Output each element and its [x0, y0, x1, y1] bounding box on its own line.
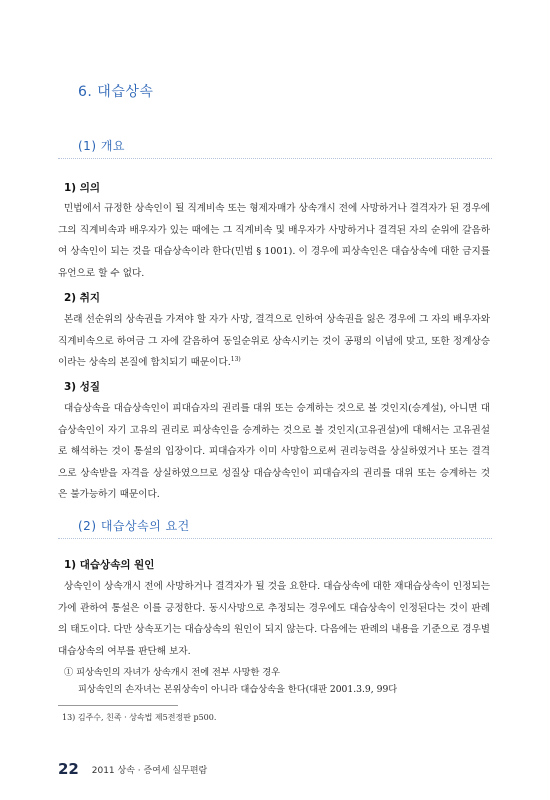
- footnote-divider: [58, 705, 178, 706]
- item-heading-purpose: 2) 취지: [64, 292, 101, 304]
- book-title: 2011 상속 · 증여세 실무편람: [91, 766, 208, 776]
- footnote: 13) 김주수, 친족 · 상속법 제5전정판 p500.: [62, 713, 217, 722]
- paragraph-purpose-text: 본래 선순위의 상속권을 가져야 할 자가 사망, 결격으로 인하여 상속권을 잃은 경우에 그 자의 배우자와 직계비속으로 하여금 그 자에 갈음하여 동일순위로 상속시키는 것이 공평의 이념에 맞고, 또한 정계상승이라는 상속의 본질에 합치되기 때문이다.: [58, 314, 490, 368]
- paragraph-purpose: [58, 309, 490, 374]
- paragraph-nature-text: 대습상속을 대습상속인이 피대습자의 권리를 대위 또는 승계하는 것으로 볼 것인지(승계설), 아니면 대습상속인이 자기 고유의 권리로 피상속인을 승계하는 것으로 볼 것인지(고유권설)에 대해서는 고유권설로 해석하는 것이 통설의 입장이다. 피대습자가 이미 사망함으로써 권리능력을 상실하였거나 또는 결격으로 상속받을 자격을 상실하였으므로 성질상 대습상속인이 피대습자의 권리를 대위 또는 승계하는 것은 불가능하기 때문이다.: [58, 403, 490, 500]
- page-footer: [58, 760, 207, 778]
- item-heading-meaning: 1) 의의: [64, 182, 101, 194]
- section-title: 6. 대습상속: [78, 84, 154, 100]
- case-note-body: 피상속인의 손자녀는 본위상속이 아니라 대습상속을 한다(대판 2001.3.9, 99다: [78, 684, 398, 695]
- paragraph-cause: [58, 576, 490, 662]
- item-heading-nature: 3) 성질: [64, 381, 101, 393]
- paragraph-cause-text: 상속인이 상속개시 전에 사망하거나 결격자가 될 것을 요한다. 대습상속에 대한 재대습상속이 인정되는가에 관하여 통설은 이를 긍정한다. 동시사망으로 추정되는 경우에도 대습상속이 인정된다는 것이 판례의 태도이다. 다만 상속포기는 대습상속의 원인이 되지 않는다. 다음에는 판례의 내용을 기준으로 경우별 대습상속의 여부를 판단해 보자.: [58, 581, 490, 657]
- subsection-divider: [58, 158, 492, 159]
- subsection-title-overview: (1) 개요: [78, 139, 125, 153]
- subsection-title-requirements: (2) 대습상속의 요건: [78, 519, 190, 533]
- paragraph-meaning-text: 민법에서 규정한 상속인이 될 직계비속 또는 형제자매가 상속개시 전에 사망하거나 결격자가 된 경우에 그의 직계비속과 배우자가 있는 때에는 그 직계비속 및 배우자가 사망하거나 결격된 자의 순위에 갈음하여 상속인이 되는 것을 대습상속이라 한다(민법 § 1001). 이 경우에 피상속인은 대습상속에 대한 금지를 유언으로 할 수 없다.: [58, 203, 490, 279]
- page-number: 22: [58, 760, 79, 778]
- paragraph-meaning: [58, 198, 490, 284]
- case-note: [64, 664, 492, 698]
- case-note-title: ① 피상속인의 자녀가 상속개시 전에 전부 사망한 경우: [64, 667, 281, 678]
- footnote-ref: 13): [230, 355, 241, 363]
- paragraph-nature: [58, 398, 490, 506]
- subsection-divider: [58, 538, 492, 539]
- item-heading-cause: 1) 대습상속의 원인: [64, 559, 155, 571]
